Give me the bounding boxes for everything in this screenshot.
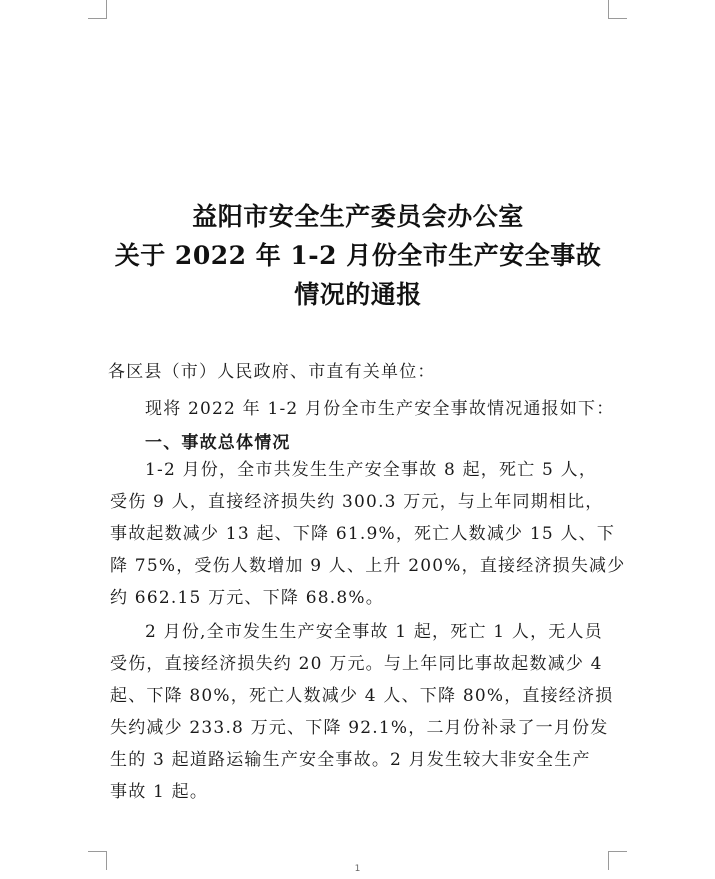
paragraph-line: 降 75%，受伤人数增加 9 人、上升 200%，直接经济损失减少 — [110, 556, 626, 576]
page-number: 1 — [354, 864, 361, 874]
paragraph-line: 受伤 9 人，直接经济损失约 300.3 万元，与上年同期相比， — [110, 492, 604, 512]
document-title-line-2: 关于 2022 年 1-2 月份全市生产安全事故 — [114, 241, 602, 270]
document-title-line-1: 益阳市安全生产委员会办公室 — [192, 202, 524, 231]
paragraph-line: 1-2 月份，全市共发生生产安全事故 8 起，死亡 5 人， — [145, 460, 598, 480]
paragraph-line: 2 月份,全市发生生产安全事故 1 起，死亡 1 人，无人员 — [145, 622, 603, 642]
salutation: 各区县（市）人民政府、市直有关单位： — [108, 362, 436, 382]
paragraph-line: 受伤，直接经济损失约 20 万元。与上年同比事故起数减少 4 — [110, 654, 603, 674]
section-heading: 一、事故总体情况 — [145, 433, 291, 453]
paragraph-line: 事故起数减少 13 起、下降 61.9%，死亡人数减少 15 人、下 — [110, 524, 616, 544]
intro-paragraph: 现将 2022 年 1-2 月份全市生产安全事故情况通报如下： — [145, 399, 615, 419]
margin-corner-mark — [608, 0, 627, 19]
document-title-line-3: 情况的通报 — [294, 280, 422, 309]
paragraph-line: 生的 3 起道路运输生产安全事故。2 月发生较大非安全生产 — [110, 750, 591, 770]
paragraph-line: 事故 1 起。 — [110, 782, 209, 802]
margin-corner-mark — [88, 0, 107, 19]
paragraph-line: 约 662.15 万元、下降 68.8%。 — [110, 588, 384, 608]
paragraph-line: 失约减少 233.8 万元、下降 92.1%，二月份补录了一月份发 — [110, 718, 609, 738]
paragraph-line: 起、下降 80%，死亡人数减少 4 人、下降 80%，直接经济损 — [110, 686, 614, 706]
